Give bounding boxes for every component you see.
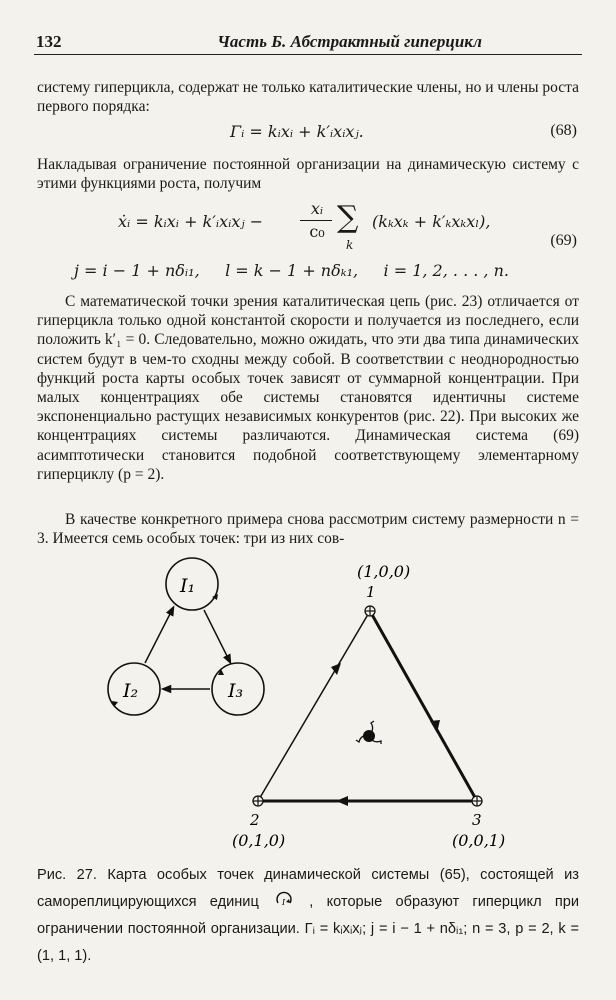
vertex-right-coordinate: (0,0,1) (452, 831, 506, 850)
interior-spiral-focus (356, 721, 381, 744)
vertex-right-point (472, 796, 482, 806)
equation-69-fraction-numerator: xᵢ (310, 199, 324, 218)
paragraph-4: В качестве конкретного примера снова рассмотрим систему размерности n = 3. Имеется семь особых точек: три из них сов- (37, 511, 579, 548)
figure-caption (37, 862, 579, 970)
vertex-top-coordinate: (1,0,0) (357, 562, 411, 581)
vertex-left-label: 2 (250, 811, 260, 829)
node-i3-label: I₃ (228, 680, 244, 702)
equation-69-line2: j = i − 1 + nδᵢ₁, l = k − 1 + nδₖ₁, i = 1, 2, . . . , n. (74, 261, 509, 280)
node-i2-label: I₂ (123, 680, 139, 702)
paragraph-2: Накладывая ограничение постоянной организации на динамическую систему с этими функциями роста, получим (37, 156, 579, 193)
page-header (34, 30, 582, 55)
hypercycle-diagram (108, 558, 264, 715)
figure-27 (0, 555, 616, 855)
equation-68: Γᵢ = kᵢxᵢ + k′ᵢxᵢxⱼ. (230, 122, 364, 141)
svg-text:I: I (282, 898, 286, 907)
edge-right-heavy (370, 611, 477, 801)
vertex-left-coordinate: (0,1,0) (232, 831, 286, 850)
equation-68-number: (68) (550, 122, 577, 139)
paragraph-3: С математической точки зрения каталитическая цепь (рис. 23) отличается от гиперцикла только одной константой скорости и получается из последнего, если положить k′₁ = 0. Следовательно, можно ожидать, что эти два типа динамических систем будут в чем-то сходны между собой. В соответствии с неоднородностью функций роста карты особых точек зависят от суммарной концентрации. При малых концентрациях обе системы становятся идентичны системе экспоненциально растущих независимых конкурентов (рис. 22). При высоких же концентрациях системы различаются. Динамическая система (69) асимптотически становится подобной соответствующему элементарному гиперциклу (p = 2). (37, 293, 579, 483)
vertex-left-point (253, 796, 263, 806)
vertex-right-label: 3 (472, 811, 482, 829)
equation-69-number: (69) (550, 232, 577, 249)
triangle-outline (258, 611, 477, 801)
caption-text-part1: Рис. 27. Карта особых точек динамической системы (65), состоящей из самореплицирующихся единиц (37, 867, 579, 910)
equation-69-line1-rhs: (kₖxₖ + k′ₖxₖxₗ), (372, 212, 491, 231)
edge-i1-i3 (204, 610, 229, 660)
running-title: Часть Б. Абстрактный гиперцикл (217, 32, 482, 51)
caption-text-part2: , которые образуют гиперцикл при ограничении постоянной организации. Γᵢ = kᵢxᵢxⱼ; j = i − 1 + nδᵢ₁; n = 3, p = 2, k = (1, 1, 1). (37, 894, 579, 964)
equation-69-sum-index: k (346, 238, 354, 252)
equation-69-fraction-denominator: c₀ (309, 222, 325, 241)
fraction-bar (300, 220, 332, 221)
vertex-top-label: 1 (366, 583, 376, 601)
simplex-triangle (232, 562, 505, 850)
page-number: 132 (36, 32, 62, 51)
self-replicating-unit-icon (272, 891, 296, 909)
vertex-top-point (365, 606, 375, 616)
edge-i2-i1 (145, 610, 172, 663)
equation-69-sum-sign: ∑ (337, 200, 359, 235)
flow-arrow-bottom-edge-icon (336, 796, 348, 806)
equation-69-line1-lhs: ẋᵢ = kᵢxᵢ + k′ᵢxᵢxⱼ − (118, 212, 264, 231)
paragraph-1: систему гиперцикла, содержат не только каталитические члены, но и члены роста первого порядка: (37, 79, 580, 116)
node-i1-label: I₁ (180, 575, 196, 597)
